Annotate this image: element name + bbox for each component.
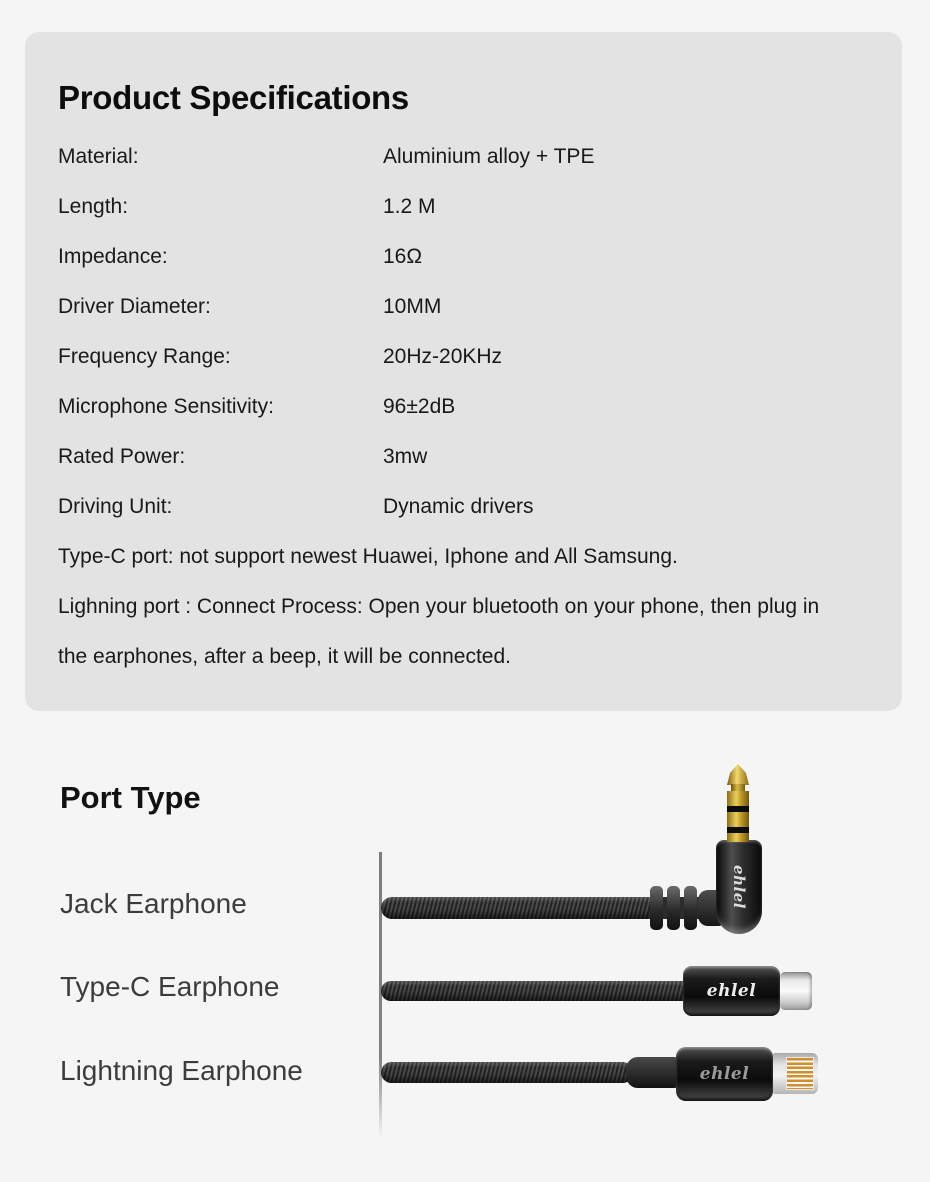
port-label-lightning: Lightning Earphone bbox=[60, 1055, 303, 1086]
type-c-cable bbox=[381, 981, 693, 1001]
spec-list bbox=[58, 132, 868, 682]
port-type-title: Port Type bbox=[60, 780, 201, 815]
note-lightning-port: Lighning port : Connect Process: Open your bluetooth on your phone, then plug in the earphones, after a beep, it will be connected. bbox=[58, 595, 820, 668]
jack-gold-shaft bbox=[727, 791, 749, 842]
spec-label: Frequency Range: bbox=[58, 345, 231, 368]
spec-label: Material: bbox=[58, 145, 139, 168]
spec-row-length bbox=[58, 182, 868, 232]
spec-value: 20Hz-20KHz bbox=[383, 345, 503, 368]
jack-insulator-ring bbox=[727, 827, 749, 833]
spec-label: Driver Diameter: bbox=[58, 295, 211, 318]
jack-insulator-ring bbox=[727, 806, 749, 812]
ehlel-logo: ehlel bbox=[699, 1064, 750, 1084]
spec-row-microphone-sensitivity bbox=[58, 382, 868, 432]
port-label-type-c: Type-C Earphone bbox=[60, 971, 280, 1002]
spec-row-material bbox=[58, 132, 868, 182]
spec-value: 1.2 M bbox=[383, 195, 436, 218]
port-label-jack: Jack Earphone bbox=[60, 888, 247, 919]
lightning-connector-body bbox=[676, 1047, 773, 1101]
type-c-connector-body bbox=[683, 966, 780, 1016]
specs-title: Product Specifications bbox=[58, 79, 409, 116]
jack-strain-relief-rib bbox=[650, 886, 663, 930]
jack-plug-body bbox=[716, 840, 762, 934]
spec-row-driver-diameter bbox=[58, 282, 868, 332]
type-c-metal-tip bbox=[780, 972, 812, 1010]
spec-value: Aluminium alloy + TPE bbox=[383, 145, 595, 168]
spec-row-impedance bbox=[58, 232, 868, 282]
spec-row-frequency-range bbox=[58, 332, 868, 382]
spec-value: 3mw bbox=[383, 445, 428, 468]
ehlel-logo: ehlel bbox=[706, 981, 757, 1001]
spec-row-driving-unit bbox=[58, 482, 868, 532]
spec-value: Dynamic drivers bbox=[383, 495, 534, 518]
jack-cable bbox=[381, 897, 659, 919]
spec-row-rated-power bbox=[58, 432, 868, 482]
lightning-cable bbox=[381, 1062, 633, 1083]
product-specifications-card bbox=[25, 32, 902, 711]
lightning-gold-pins bbox=[786, 1057, 814, 1090]
jack-strain-relief-rib bbox=[684, 886, 697, 930]
jack-strain-relief-rib bbox=[667, 886, 680, 930]
spec-value: 16Ω bbox=[383, 245, 423, 268]
spec-value: 96±2dB bbox=[383, 395, 456, 418]
note-type-c-port: Type-C port: not support newest Huawei, Iphone and All Samsung. bbox=[58, 545, 678, 568]
spec-label: Length: bbox=[58, 195, 129, 218]
jack-gold-tip bbox=[727, 764, 749, 785]
spec-label: Microphone Sensitivity: bbox=[58, 395, 274, 418]
ehlel-logo: ehlel bbox=[729, 865, 748, 909]
spec-label: Driving Unit: bbox=[58, 495, 173, 518]
spec-label: Impedance: bbox=[58, 245, 168, 268]
spec-value: 10MM bbox=[383, 295, 442, 318]
spec-label: Rated Power: bbox=[58, 445, 186, 468]
